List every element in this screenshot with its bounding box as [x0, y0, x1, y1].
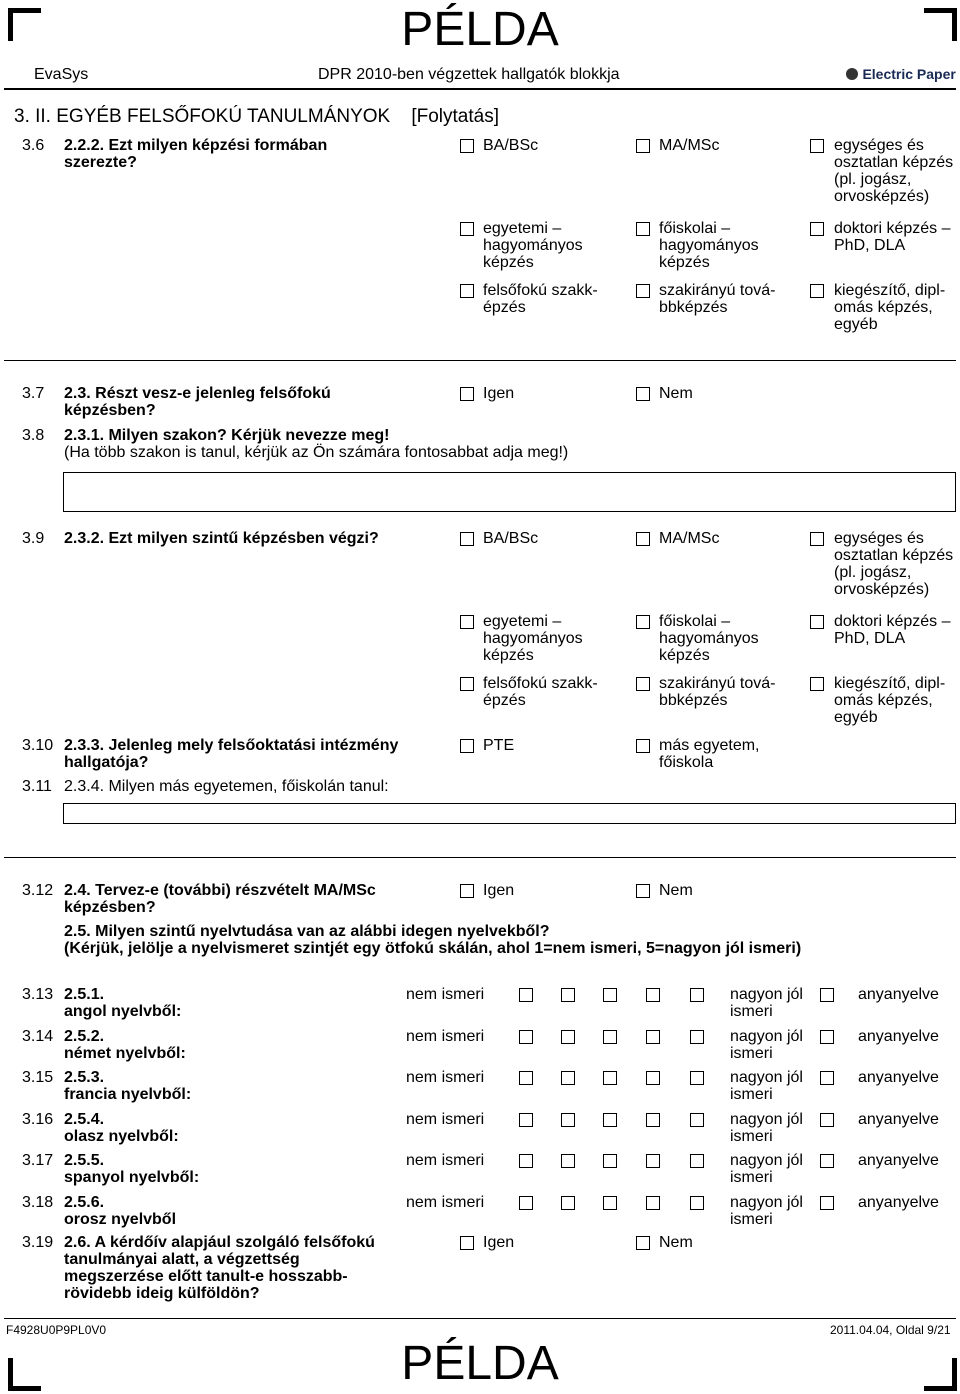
language-level-1-checkbox[interactable]: [519, 1154, 533, 1168]
language-level-3-checkbox[interactable]: [603, 1113, 617, 1127]
native-language-checkbox[interactable]: [820, 1071, 834, 1085]
q39-option-egyseges-1: egységes és: [834, 530, 924, 547]
language-row-number: 3.16: [22, 1110, 54, 1128]
q39-option-szakiranyu-1: szakirányú tová-: [659, 675, 776, 692]
scale-low-label: nem ismeri: [406, 1027, 485, 1045]
language-row-name: olasz nyelvből:: [64, 1127, 179, 1145]
q319-checkbox-no[interactable]: [636, 1236, 650, 1250]
language-level-2-checkbox[interactable]: [561, 988, 575, 1002]
logo-icon: [846, 68, 858, 80]
q310-number: 3.10: [22, 737, 54, 754]
q312-option-no: Nem: [659, 882, 693, 899]
footer-page: 2011.04.04, Oldal 9/21: [830, 1323, 951, 1337]
q36-option-egyetemi-3: képzés: [483, 254, 534, 271]
q39-option-kiegeszito-1: kiegészítő, dipl-: [834, 675, 946, 692]
scale-high-label-1: nagyon jól: [730, 1193, 803, 1211]
q319-text-1: 2.6. A kérdőív alapjául szolgáló felsőfokú: [64, 1234, 375, 1251]
q37-checkbox-yes[interactable]: [460, 387, 474, 401]
scale-low-label: nem ismeri: [406, 986, 485, 1003]
scale-high-label-1: nagyon jól: [730, 1069, 803, 1086]
electric-paper-logo: [846, 65, 956, 83]
language-level-4-checkbox[interactable]: [646, 1071, 660, 1085]
native-language-label: anyanyelve: [858, 986, 939, 1003]
q36-option-doktori-2: PhD, DLA: [834, 237, 906, 254]
header-evasys: EvaSys: [34, 66, 89, 83]
q39-option-egyetemi-1: egyetemi –: [483, 613, 562, 630]
divider-2: [4, 857, 956, 858]
q39-option-foiskolai-2: hagyományos: [659, 630, 759, 647]
language-level-4-checkbox[interactable]: [646, 1154, 660, 1168]
q36-checkbox-ma[interactable]: [636, 139, 650, 153]
q312-number: 3.12: [22, 882, 54, 899]
language-row-name: francia nyelvből:: [64, 1086, 192, 1103]
q310-checkbox-other[interactable]: [636, 739, 650, 753]
scale-low-label: nem ismeri: [406, 1110, 485, 1128]
q39-checkbox-ma[interactable]: [636, 532, 650, 546]
q36-checkbox-egyetemi[interactable]: [460, 222, 474, 236]
native-language-label: anyanyelve: [858, 1110, 939, 1128]
language-level-1-checkbox[interactable]: [519, 1113, 533, 1127]
q39-option-szakiranyu-2: bbképzés: [659, 692, 728, 709]
q37-text-1: 2.3. Részt vesz-e jelenleg felsőfokú: [64, 385, 331, 402]
q36-text-1: 2.2.2. Ezt milyen képzési formában: [64, 137, 328, 154]
language-level-1-checkbox[interactable]: [519, 988, 533, 1002]
q36-option-egyseges-2: osztatlan képzés: [834, 154, 954, 171]
q36-option-egyetemi-1: egyetemi –: [483, 220, 562, 237]
q36-option-foiskolai-3: képzés: [659, 254, 710, 271]
q36-option-kiegeszito-1: kiegészítő, dipl-: [834, 282, 946, 299]
language-level-5-checkbox[interactable]: [690, 988, 704, 1002]
q36-number: 3.6: [22, 137, 45, 154]
language-row-code: 2.5.6.: [64, 1193, 105, 1211]
header-rule: [4, 88, 956, 90]
language-level-4-checkbox[interactable]: [646, 1196, 660, 1210]
language-level-2-checkbox[interactable]: [561, 1154, 575, 1168]
language-row-name: orosz nyelvből: [64, 1210, 177, 1228]
q39-checkbox-doktori[interactable]: [810, 615, 824, 629]
native-language-label: anyanyelve: [858, 1152, 939, 1169]
q36-option-foiskolai-1: főiskolai –: [659, 220, 731, 237]
q36-option-egyseges-3: (pl. jogász,: [834, 171, 912, 188]
q39-option-egyetemi-2: hagyományos: [483, 630, 583, 647]
q39-option-ma: MA/MSc: [659, 530, 720, 547]
native-language-checkbox[interactable]: [820, 988, 834, 1002]
q310-option-other-1: más egyetem,: [659, 737, 760, 754]
q37-option-yes: Igen: [483, 385, 515, 402]
header-title: DPR 2010-ben végzettek hallgatók blokkja: [318, 66, 620, 83]
language-level-3-checkbox[interactable]: [603, 1196, 617, 1210]
language-row-number: 3.14: [22, 1027, 54, 1045]
q311-text: 2.3.4. Milyen más egyetemen, főiskolán tanul:: [64, 778, 389, 795]
language-level-5-checkbox[interactable]: [690, 1154, 704, 1168]
language-level-2-checkbox[interactable]: [561, 1071, 575, 1085]
q39-option-doktori-1: doktori képzés –: [834, 613, 951, 630]
q36-checkbox-foiskolai[interactable]: [636, 222, 650, 236]
q36-option-ma: MA/MSc: [659, 137, 720, 154]
section-title-cont: [Folytatás]: [411, 106, 500, 127]
q36-checkbox-egyseges[interactable]: [810, 139, 824, 153]
native-language-label: anyanyelve: [858, 1193, 939, 1211]
scale-high-label-2: ismeri: [730, 1086, 773, 1103]
scale-high-label-1: nagyon jól: [730, 1027, 803, 1045]
section-title-main: 3. II. EGYÉB FELSŐFOKÚ TANULMÁNYOK: [14, 106, 391, 127]
native-language-checkbox[interactable]: [820, 1196, 834, 1210]
q319-option-no: Nem: [659, 1234, 693, 1251]
q36-option-doktori-1: doktori képzés –: [834, 220, 951, 237]
q319-text-2: tanulmányai alatt, a végzettség: [64, 1251, 300, 1268]
q36-option-ba: BA/BSc: [483, 137, 539, 154]
q39-checkbox-egyetemi[interactable]: [460, 615, 474, 629]
language-level-3-checkbox[interactable]: [603, 988, 617, 1002]
q39-option-kiegeszito-3: egyéb: [834, 709, 878, 726]
language-level-2-checkbox[interactable]: [561, 1030, 575, 1044]
q38-text-1: 2.3.1. Milyen szakon? Kérjük nevezze meg!: [64, 427, 390, 444]
language-level-1-checkbox[interactable]: [519, 1196, 533, 1210]
q39-option-egyetemi-3: képzés: [483, 647, 534, 664]
q36-option-kiegeszito-3: egyéb: [834, 316, 878, 333]
q39-checkbox-ba[interactable]: [460, 532, 474, 546]
q36-checkbox-kiegeszito[interactable]: [810, 284, 824, 298]
q312-option-yes: Igen: [483, 882, 515, 899]
q312-checkbox-no[interactable]: [636, 884, 650, 898]
q312-text-1: 2.4. Tervez-e (további) részvételt MA/MSc: [64, 882, 376, 899]
q37-option-no: Nem: [659, 385, 693, 402]
q36-option-egyetemi-2: hagyományos: [483, 237, 583, 254]
language-row-code: 2.5.1.: [64, 986, 105, 1003]
watermark-top: PÉLDA: [401, 3, 559, 56]
q38-answer-field[interactable]: [63, 472, 956, 512]
scale-high-label-2: ismeri: [730, 1003, 773, 1020]
language-level-5-checkbox[interactable]: [690, 1113, 704, 1127]
native-language-label: anyanyelve: [858, 1069, 939, 1086]
q39-checkbox-egyseges[interactable]: [810, 532, 824, 546]
q39-option-egyseges-3: (pl. jogász,: [834, 564, 912, 581]
q36-option-egyseges-4: orvosképzés): [834, 188, 930, 205]
q38-text-2: (Ha több szakon is tanul, kérjük az Ön számára fontosabbat adja meg!): [64, 444, 569, 461]
q319-text-3: megszerzése előtt tanult-e hosszabb-: [64, 1268, 348, 1285]
footer-rule: [4, 1318, 956, 1319]
language-intro-1: 2.5. Milyen szintű nyelvtudása van az alábbi idegen nyelvekből?: [64, 923, 550, 940]
q39-option-foiskolai-1: főiskolai –: [659, 613, 731, 630]
language-level-3-checkbox[interactable]: [603, 1071, 617, 1085]
q39-option-ba: BA/BSc: [483, 530, 539, 547]
q310-text-1: 2.3.3. Jelenleg mely felsőoktatási intézmény: [64, 737, 399, 754]
language-row-code: 2.5.4.: [64, 1110, 105, 1128]
language-level-4-checkbox[interactable]: [646, 988, 660, 1002]
language-row-code: 2.5.3.: [64, 1069, 105, 1086]
scale-low-label: nem ismeri: [406, 1069, 485, 1086]
q39-checkbox-szakiranyu[interactable]: [636, 677, 650, 691]
q39-option-egyseges-2: osztatlan képzés: [834, 547, 954, 564]
scale-high-label-1: nagyon jól: [730, 986, 803, 1003]
scale-high-label-2: ismeri: [730, 1169, 773, 1186]
language-level-3-checkbox[interactable]: [603, 1030, 617, 1044]
q310-option-other-2: főiskola: [659, 754, 714, 771]
watermark-bottom: PÉLDA: [401, 1337, 559, 1390]
native-language-checkbox[interactable]: [820, 1030, 834, 1044]
q39-option-egyseges-4: orvosképzés): [834, 581, 930, 598]
scale-low-label: nem ismeri: [406, 1193, 485, 1211]
q36-option-kiegeszito-2: omás képzés,: [834, 299, 933, 316]
q36-option-szakiranyu-2: bbképzés: [659, 299, 728, 316]
language-row-name: német nyelvből:: [64, 1044, 186, 1062]
q39-text-1: 2.3.2. Ezt milyen szintű képzésben végzi?: [64, 530, 379, 547]
q39-option-foiskolai-3: képzés: [659, 647, 710, 664]
q36-option-felsofoku-1: felsőfokú szakk-: [483, 282, 598, 299]
scale-low-label: nem ismeri: [406, 1152, 485, 1169]
language-level-3-checkbox[interactable]: [603, 1154, 617, 1168]
native-language-label: anyanyelve: [858, 1027, 939, 1045]
q36-text-2: szerezte?: [64, 154, 137, 171]
q37-text-2: képzésben?: [64, 402, 156, 419]
q36-option-foiskolai-2: hagyományos: [659, 237, 759, 254]
scale-high-label-2: ismeri: [730, 1210, 773, 1228]
language-level-4-checkbox[interactable]: [646, 1030, 660, 1044]
q319-text-4: rövidebb ideig külföldön?: [64, 1285, 260, 1302]
q39-checkbox-felsofoku[interactable]: [460, 677, 474, 691]
language-row-name: spanyol nyelvből:: [64, 1169, 200, 1186]
language-level-5-checkbox[interactable]: [690, 1030, 704, 1044]
language-row-number: 3.13: [22, 986, 54, 1003]
q39-option-felsofoku-1: felsőfokú szakk-: [483, 675, 598, 692]
scale-high-label-2: ismeri: [730, 1044, 773, 1062]
language-row-number: 3.15: [22, 1069, 54, 1086]
q39-option-kiegeszito-2: omás képzés,: [834, 692, 933, 709]
q39-checkbox-foiskolai[interactable]: [636, 615, 650, 629]
q311-answer-field[interactable]: [63, 803, 956, 824]
language-level-2-checkbox[interactable]: [561, 1196, 575, 1210]
q310-text-2: hallgatója?: [64, 754, 149, 771]
q319-number: 3.19: [22, 1234, 54, 1251]
q37-number: 3.7: [22, 385, 45, 402]
language-row-number: 3.18: [22, 1193, 54, 1211]
language-level-1-checkbox[interactable]: [519, 1030, 533, 1044]
q39-number: 3.9: [22, 530, 45, 547]
q310-checkbox-pte[interactable]: [460, 739, 474, 753]
q38-number: 3.8: [22, 427, 45, 444]
q36-checkbox-szakiranyu[interactable]: [636, 284, 650, 298]
language-level-5-checkbox[interactable]: [690, 1196, 704, 1210]
language-row-code: 2.5.2.: [64, 1027, 105, 1045]
scale-high-label-2: ismeri: [730, 1127, 773, 1145]
q39-option-doktori-2: PhD, DLA: [834, 630, 906, 647]
scale-high-label-1: nagyon jól: [730, 1152, 803, 1169]
divider-1: [4, 360, 956, 361]
footer-code: F4928U0P9PL0V0: [6, 1323, 107, 1337]
native-language-checkbox[interactable]: [820, 1113, 834, 1127]
language-level-1-checkbox[interactable]: [519, 1071, 533, 1085]
language-level-2-checkbox[interactable]: [561, 1113, 575, 1127]
q319-checkbox-yes[interactable]: [460, 1236, 474, 1250]
q36-option-szakiranyu-1: szakirányú tová-: [659, 282, 776, 299]
q36-checkbox-doktori[interactable]: [810, 222, 824, 236]
q36-option-felsofoku-2: épzés: [483, 299, 526, 316]
q36-option-egyseges-1: egységes és: [834, 137, 924, 154]
q310-option-pte: PTE: [483, 737, 515, 754]
q39-option-felsofoku-2: épzés: [483, 692, 526, 709]
language-row-code: 2.5.5.: [64, 1152, 105, 1169]
logo-text: Electric Paper: [862, 65, 956, 82]
language-level-4-checkbox[interactable]: [646, 1113, 660, 1127]
q39-checkbox-kiegeszito[interactable]: [810, 677, 824, 691]
language-intro-2: (Kérjük, jelölje a nyelvismeret szintjét egy ötfokú skálán, ahol 1=nem ismeri, 5=nagyon jól ismeri): [64, 940, 802, 957]
q36-checkbox-felsofoku[interactable]: [460, 284, 474, 298]
q311-number: 3.11: [22, 778, 52, 795]
q36-checkbox-ba[interactable]: [460, 139, 474, 153]
q37-checkbox-no[interactable]: [636, 387, 650, 401]
native-language-checkbox[interactable]: [820, 1154, 834, 1168]
q312-checkbox-yes[interactable]: [460, 884, 474, 898]
scale-high-label-1: nagyon jól: [730, 1110, 803, 1128]
language-level-5-checkbox[interactable]: [690, 1071, 704, 1085]
q319-option-yes: Igen: [483, 1234, 515, 1251]
language-row-number: 3.17: [22, 1152, 54, 1169]
section-title: [14, 107, 499, 127]
language-row-name: angol nyelvből:: [64, 1003, 182, 1020]
q312-text-2: képzésben?: [64, 899, 156, 916]
